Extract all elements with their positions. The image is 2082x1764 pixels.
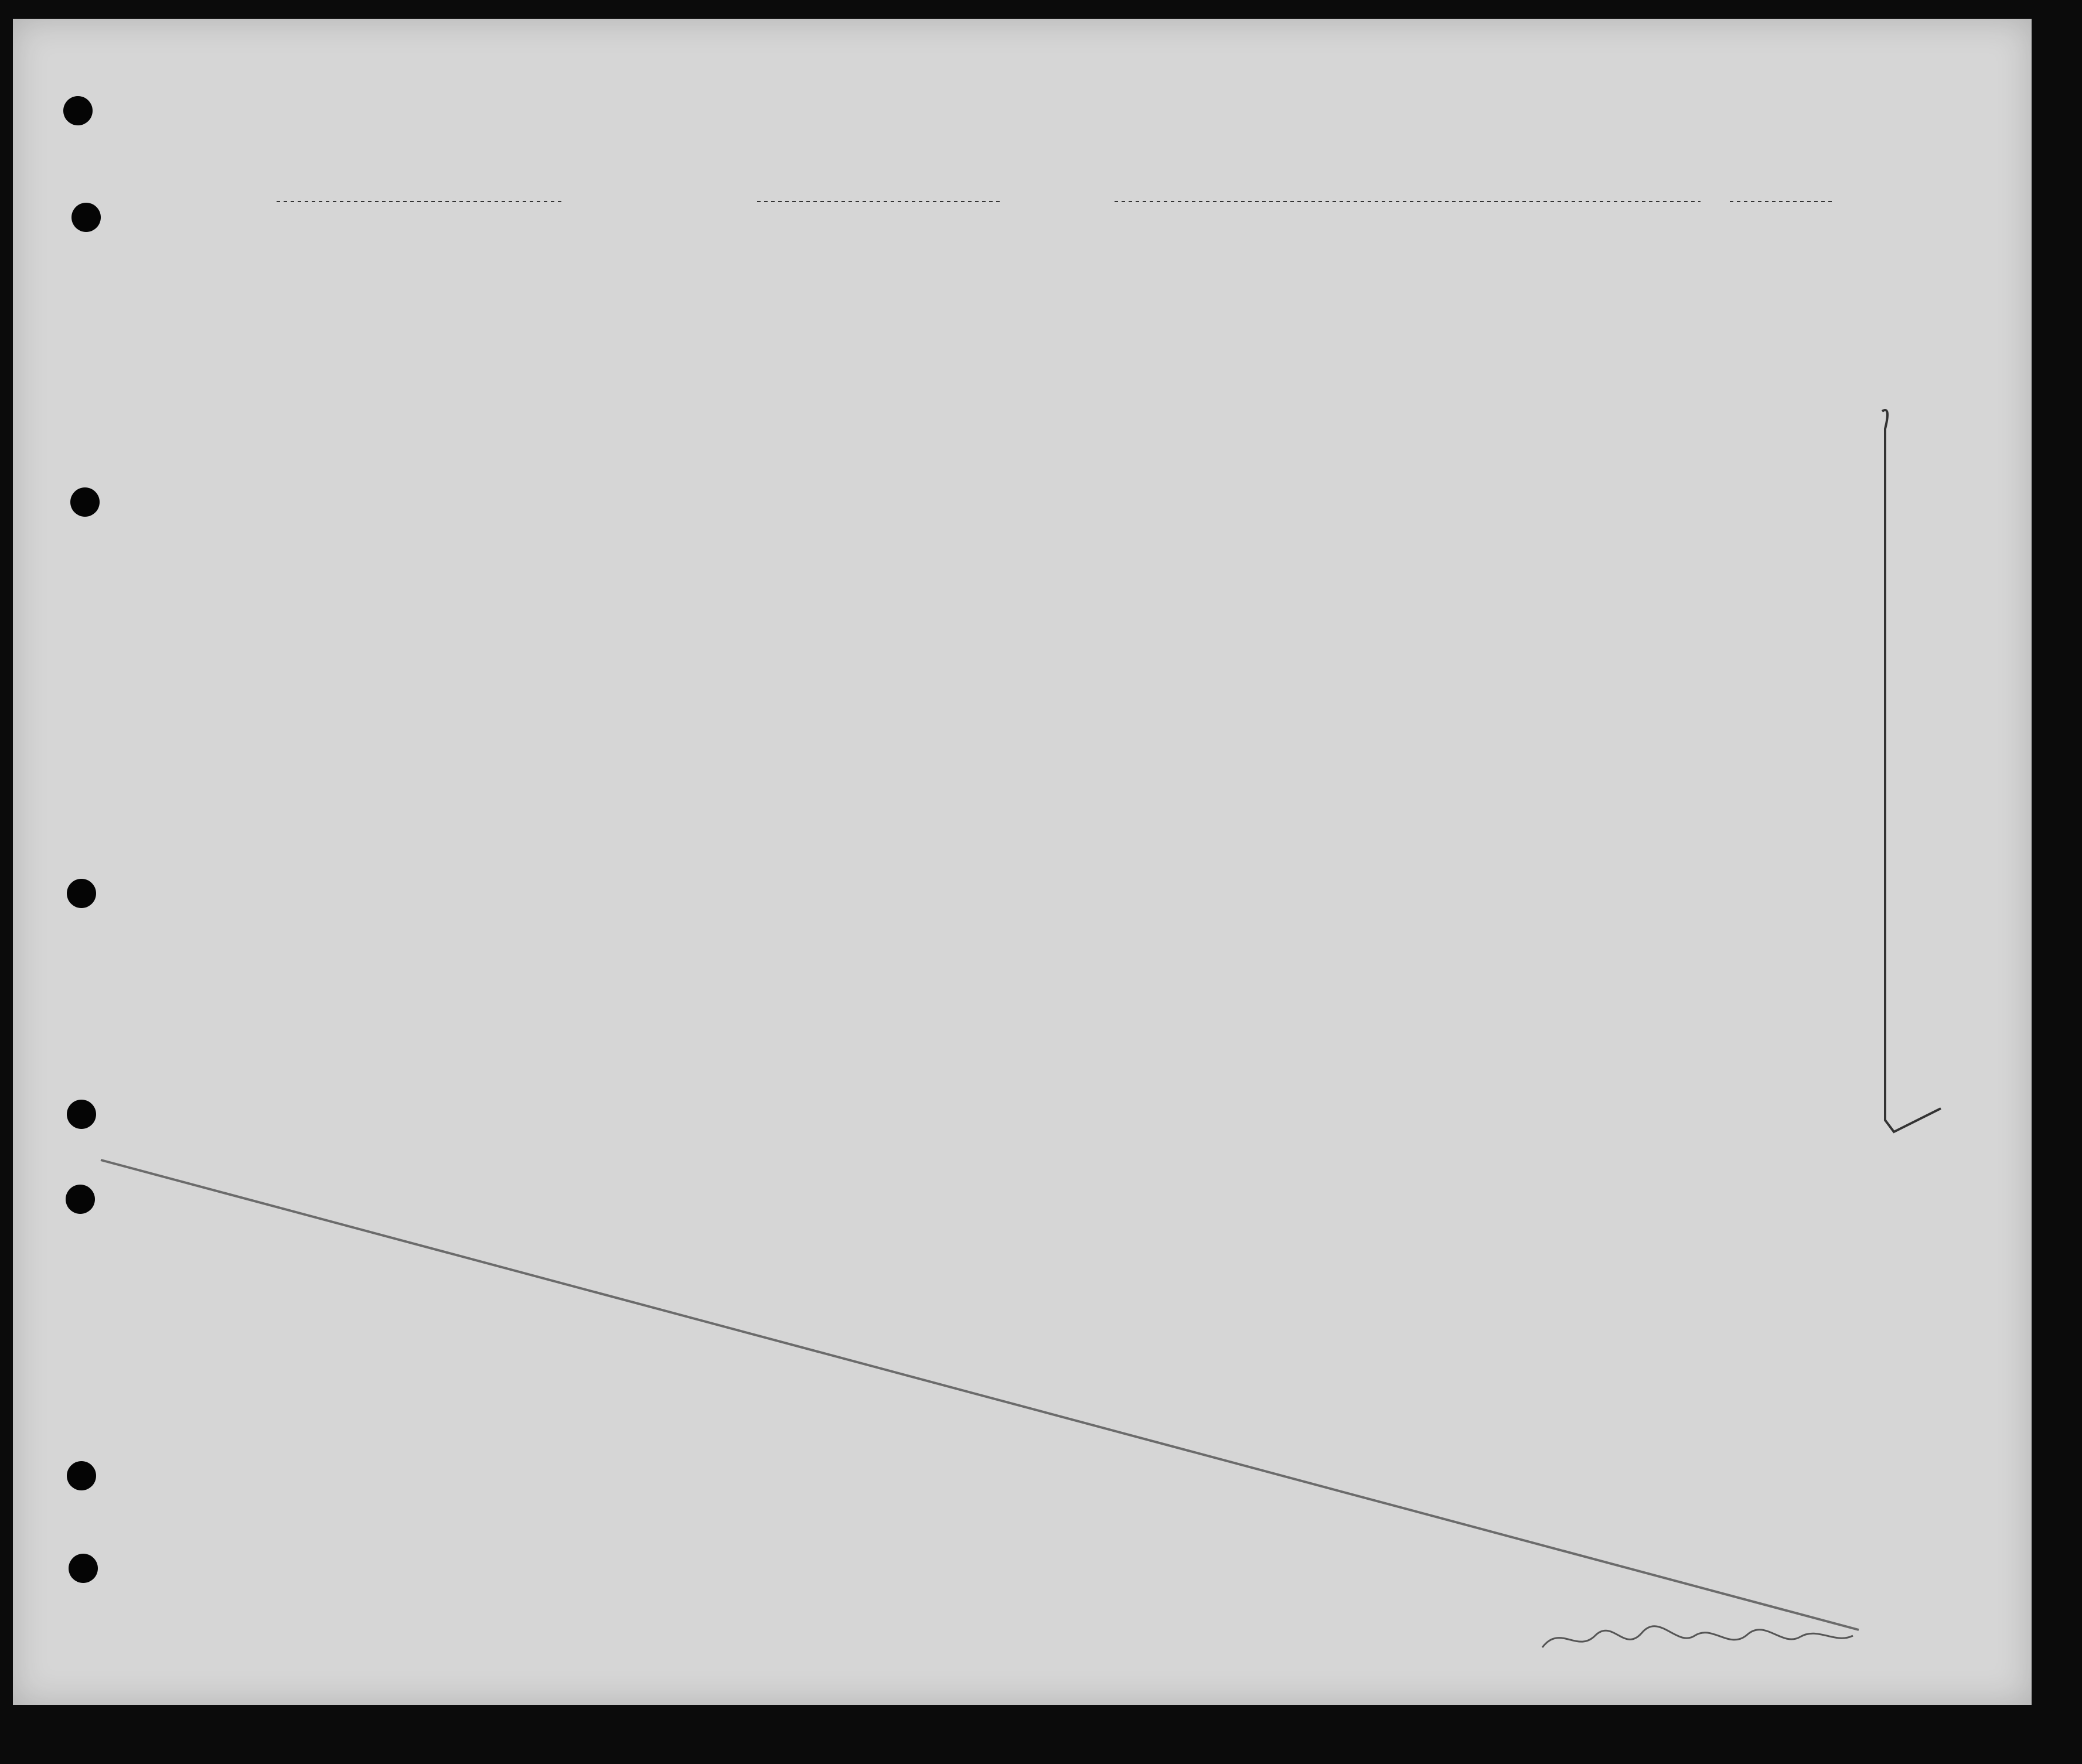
manifest-sheet bbox=[13, 19, 2032, 1705]
officer-signature bbox=[1536, 1612, 1865, 1665]
cancellation-line bbox=[13, 19, 2032, 1705]
